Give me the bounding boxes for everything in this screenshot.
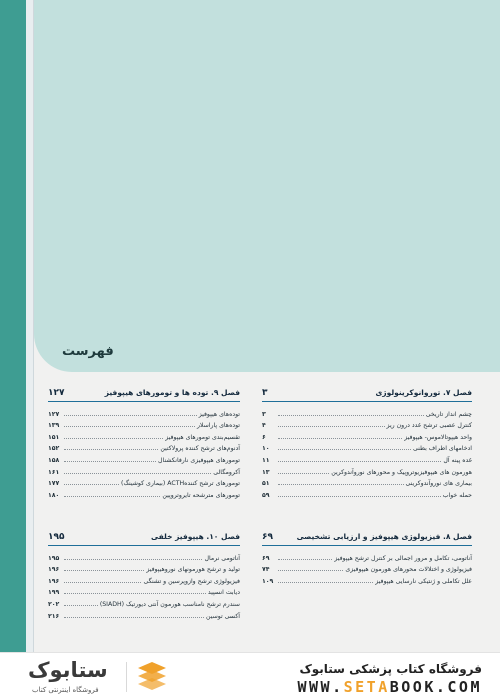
section-title: فصل ۹. توده ها و تومورهای هیپوفیز — [104, 388, 240, 397]
toc-entry-title: دیابت انسپید — [207, 589, 240, 597]
toc-entry-page: ۵۱ — [262, 480, 270, 488]
dot-leader — [64, 570, 144, 571]
toc-section-ch10 — [48, 532, 240, 620]
toc-entry-page: ۱۸۰ — [48, 491, 60, 499]
toc-entry-page: ۱۵۲ — [48, 445, 60, 453]
toc-entry[interactable] — [48, 464, 240, 476]
toc-section-ch7 — [262, 388, 472, 499]
dot-leader — [64, 582, 141, 583]
toc-entry-title: تقسیم‌بندی تومورهای هیپوفیز — [165, 433, 240, 441]
toc-entry-page: ۱۶۱ — [48, 468, 60, 476]
toc-entry-title: چشم انداز تاریخی — [425, 410, 472, 418]
toc-entry-page: ۱۹۶ — [48, 566, 60, 574]
toc-entry-title: فیزیولوژی ترشح وازوپرسین و تشنگی — [143, 577, 240, 585]
toc-entry[interactable] — [48, 429, 240, 441]
dot-leader — [64, 426, 195, 427]
toc-entry-title: تومورهای مترشحه تایروتروپین — [162, 491, 240, 499]
dot-leader — [64, 496, 160, 497]
toc-entry-title: تولید و ترشح هورمونهای نوروهیپوفیز — [146, 566, 240, 574]
section-header — [262, 532, 472, 546]
toc-entry-title: غده پینه آل — [443, 456, 472, 464]
dot-leader — [64, 438, 163, 439]
toc-entry-page: ۷۴ — [262, 566, 270, 574]
toc-entry-page: ۱۲۷ — [48, 410, 60, 418]
toc-entry[interactable] — [262, 487, 472, 499]
logo-subtitle: فروشگاه اینترنتی کتاب — [32, 686, 99, 694]
toc-entry-page: ۵۹ — [262, 491, 270, 499]
toc-entry[interactable] — [48, 608, 240, 620]
toc-entry[interactable] — [48, 596, 240, 608]
toc-entry-title: بیماری های نوروآندوکرینی — [405, 480, 472, 488]
dot-leader — [64, 559, 202, 560]
dot-leader — [278, 438, 402, 439]
dot-leader — [64, 484, 119, 485]
toc-entry-page: ۱۰ — [262, 445, 270, 453]
section-header — [262, 388, 472, 402]
dot-leader — [64, 617, 204, 618]
toc-entry-page: ۱۰۹ — [262, 577, 274, 585]
toc-entry[interactable] — [48, 585, 240, 597]
toc-entry[interactable] — [262, 429, 472, 441]
url-prefix: WWW. — [297, 678, 344, 696]
dot-leader — [278, 461, 441, 462]
dot-leader — [278, 473, 329, 474]
book-stack-icon — [136, 660, 168, 694]
dot-leader — [278, 426, 385, 427]
toc-entry[interactable] — [262, 452, 472, 464]
toc-entry-title: سندرم ترشح نامناسب هورمون آنتی دیورتیک (SIADH) — [99, 600, 240, 608]
toc-entry[interactable] — [48, 406, 240, 418]
toc-entry-title: هورمون های هیپوفیزیوتروپیک و محورهای نوروآندوکرین — [331, 468, 472, 476]
toc-entry-title: حمله خواب — [442, 491, 472, 499]
dot-leader — [278, 415, 424, 416]
toc-section-ch9 — [48, 388, 240, 499]
toc-entry-title: علل تکاملی و ژنتیکی نارسایی هیپوفیز — [375, 577, 472, 585]
toc-entry-title: آکرومگالی — [213, 468, 240, 476]
toc-entry[interactable] — [262, 464, 472, 476]
toc-entry[interactable] — [48, 487, 240, 499]
toc-entry[interactable] — [48, 573, 240, 585]
dot-leader — [64, 473, 211, 474]
section-page-number: ۶۹ — [262, 532, 273, 542]
dot-leader — [278, 496, 441, 497]
logo-divider — [126, 662, 127, 692]
section-page-number: ۱۹۵ — [48, 532, 65, 542]
toc-entry-page: ۱۷۷ — [48, 480, 60, 488]
dot-leader — [64, 605, 98, 606]
toc-entry-page: ۳ — [262, 410, 266, 418]
left-edge-stripe — [0, 0, 26, 652]
toc-entry-title: آناتومی، تکامل و مرور اجمالی بر کنترل ترشح هیپوفیز — [334, 554, 472, 562]
toc-entry-title: ادخامهای اطراف بطنی — [412, 445, 472, 453]
toc-entry-page: ۱۵۱ — [48, 433, 60, 441]
dot-leader — [64, 461, 156, 462]
dot-leader — [278, 570, 343, 571]
footer-url[interactable] — [298, 678, 483, 696]
footer-shop-name: فروشگاه کتاب پزشکی ستابوک — [299, 662, 482, 676]
toc-entry-title: فیزیولوژی و اختلالات محورهای هورمون هیپوفیزی — [345, 566, 472, 574]
toc-section-ch8 — [262, 532, 472, 585]
toc-entry-page: ۱۳ — [262, 468, 270, 476]
toc-entry-title: آناتومی نرمال — [204, 554, 240, 562]
toc-entry-page: ۱۵۸ — [48, 456, 60, 464]
dot-leader — [278, 559, 332, 560]
toc-entry-page: ۴ — [262, 422, 266, 430]
toc-entry-page: ۲۱۶ — [48, 612, 60, 620]
toc-entry[interactable] — [262, 562, 472, 574]
toc-entry[interactable] — [262, 418, 472, 430]
dot-leader — [278, 449, 411, 450]
toc-entry-page: ۱۹۶ — [48, 577, 60, 585]
toc-entry[interactable] — [48, 452, 240, 464]
toc-entry-title: آکسی توسین — [206, 612, 240, 620]
toc-entry[interactable] — [48, 550, 240, 562]
left-edge-inner-stripe — [26, 0, 34, 652]
toc-entry-title: تومورهای ترشح کنندهACTH (بیماری کوشینگ) — [121, 480, 240, 488]
toc-entry-page: ۱۹۹ — [48, 589, 60, 597]
dot-leader — [278, 484, 404, 485]
logo-wordmark: ستابوک — [28, 658, 108, 682]
toc-entry[interactable] — [262, 441, 472, 453]
toc-entry[interactable] — [262, 573, 472, 585]
section-header — [48, 388, 240, 402]
toc-entry-page: ۶۹ — [262, 554, 270, 562]
toc-entry[interactable] — [262, 550, 472, 562]
toc-entry[interactable] — [48, 418, 240, 430]
section-header — [48, 532, 240, 546]
toc-entry-page: ۱۹۵ — [48, 554, 60, 562]
toc-entry-title: واحد هیپوتالاموس- هیپوفیز — [404, 433, 472, 441]
url-suffix: BOOK.COM — [389, 678, 482, 696]
url-accent: SETA — [343, 678, 390, 696]
section-title: فصل ۱۰. هیپوفیز خلفی — [151, 532, 240, 541]
toc-entry-title: کنترل عصبی ترشح غدد درون ریز — [386, 422, 472, 430]
section-page-number: ۱۲۷ — [48, 388, 65, 398]
toc-entry-page: ۲۰۲ — [48, 600, 60, 608]
toc-entry[interactable] — [48, 441, 240, 453]
dot-leader — [278, 582, 373, 583]
toc-entry-page: ۶ — [262, 433, 266, 441]
dot-leader — [64, 449, 158, 450]
toc-title: فهرست — [62, 344, 114, 359]
section-title: فصل ۸. فیزیولوژی هیپوفیز و ارزیابی تشخیصی — [296, 532, 472, 541]
header-color-block — [34, 0, 500, 372]
toc-entry-title: توده‌های پاراسلار — [196, 422, 240, 430]
toc-entry[interactable] — [262, 476, 472, 488]
section-page-number: ۳ — [262, 388, 268, 398]
toc-entry-title: توده‌های هیپوفیز — [198, 410, 240, 418]
dot-leader — [64, 415, 197, 416]
toc-entry-page: ۱۳۹ — [48, 422, 60, 430]
toc-entry[interactable] — [262, 406, 472, 418]
setabook-logo[interactable] — [10, 656, 170, 698]
toc-entry[interactable] — [48, 562, 240, 574]
toc-entry-title: آدنوم‌های ترشح کننده پرولاکتین — [160, 445, 240, 453]
section-title: فصل ۷. توروانوکرینولوژی — [375, 388, 472, 397]
toc-entry-page: ۱۱ — [262, 456, 270, 464]
toc-entry[interactable] — [48, 476, 240, 488]
dot-leader — [64, 593, 206, 594]
toc-entry-title: تومورهای هیپوفیزی نارفانکشنال — [158, 456, 240, 464]
